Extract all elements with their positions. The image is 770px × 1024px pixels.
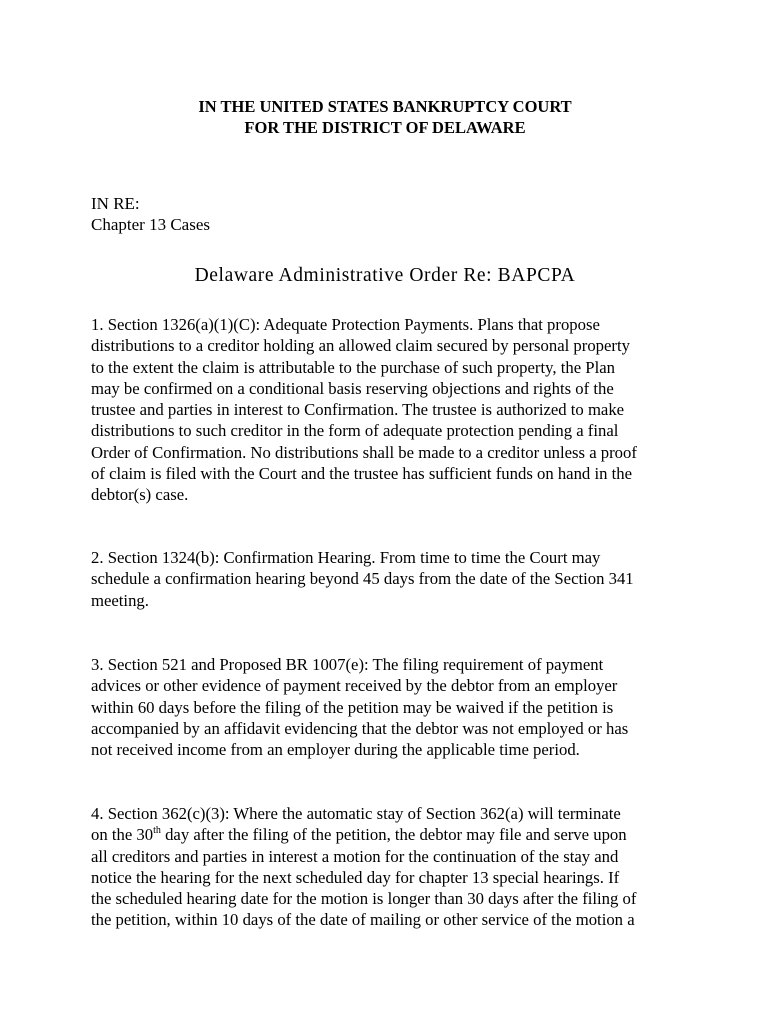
paragraph-2 bbox=[91, 547, 691, 611]
paragraph-line: advices or other evidence of payment received by the debtor from an employer bbox=[91, 676, 618, 696]
paragraph-line: notice the hearing for the next scheduled day for chapter 13 special hearings. If bbox=[91, 867, 620, 887]
paragraph-1 bbox=[91, 314, 691, 506]
paragraph-line: Order of Confirmation. No distributions shall be made to a creditor unless a proof bbox=[91, 442, 637, 462]
order-title: Delaware Administrative Order Re: BAPCPA bbox=[194, 265, 576, 286]
paragraph-4 bbox=[91, 803, 691, 931]
case-type-label: Chapter 13 Cases bbox=[91, 215, 210, 234]
paragraph-line: within 60 days before the filing of the petition may be waived if the petition is bbox=[91, 697, 614, 717]
paragraph-line: 3. Section 521 and Proposed BR 1007(e): The filing requirement of payment bbox=[91, 655, 604, 674]
line-text: on the 30 bbox=[91, 825, 154, 845]
paragraph-line: not received income from an employer during the applicable time period. bbox=[91, 740, 580, 760]
paragraph-line: the petition, within 10 days of the date of mailing or other service of the motion a bbox=[91, 910, 635, 930]
paragraph-line: 1. Section 1326(a)(1)(C): Adequate Protection Payments. Plans that propose bbox=[91, 315, 600, 334]
ordinal-superscript: th bbox=[153, 824, 161, 836]
paragraph-line: accompanied by an affidavit evidencing that the debtor was not employed or has bbox=[91, 718, 629, 738]
paragraph-line: debtor(s) case. bbox=[91, 485, 189, 505]
paragraph-line: all creditors and parties in interest a motion for the continuation of the stay and bbox=[91, 846, 619, 866]
paragraph-line: of claim is filed with the Court and the trustee has sufficient funds on hand in the bbox=[91, 464, 632, 484]
line-text: day after the filing of the petition, the debtor may file and serve upon bbox=[160, 825, 627, 845]
paragraph-line: distributions to such creditor in the form of adequate protection pending a final bbox=[91, 421, 619, 441]
paragraph-line: 2. Section 1324(b): Confirmation Hearing. From time to time the Court may bbox=[91, 548, 601, 567]
court-name-heading: IN THE UNITED STATES BANKRUPTCY COURT bbox=[198, 97, 572, 116]
paragraph-line bbox=[91, 824, 691, 845]
paragraph-line: the scheduled hearing date for the motion is longer than 30 days after the filing of bbox=[91, 889, 637, 909]
paragraph-line: trustee and parties in interest to Confirmation. The trustee is authorized to make bbox=[91, 400, 625, 420]
paragraph-line: meeting. bbox=[91, 590, 149, 610]
paragraph-3 bbox=[91, 654, 691, 760]
paragraph-line: to the extent the claim is attributable to the purchase of such property, the Plan bbox=[91, 357, 615, 377]
paragraph-line: distributions to a creditor holding an allowed claim secured by personal property bbox=[91, 336, 630, 356]
in-re-label: IN RE: bbox=[91, 194, 140, 213]
court-district-heading: FOR THE DISTRICT OF DELAWARE bbox=[244, 118, 526, 137]
paragraph-line: schedule a confirmation hearing beyond 45 days from the date of the Section 341 bbox=[91, 569, 634, 589]
paragraph-line: 4. Section 362(c)(3): Where the automatic stay of Section 362(a) will terminate bbox=[91, 804, 621, 823]
paragraph-line: may be confirmed on a conditional basis reserving objections and rights of the bbox=[91, 378, 614, 398]
